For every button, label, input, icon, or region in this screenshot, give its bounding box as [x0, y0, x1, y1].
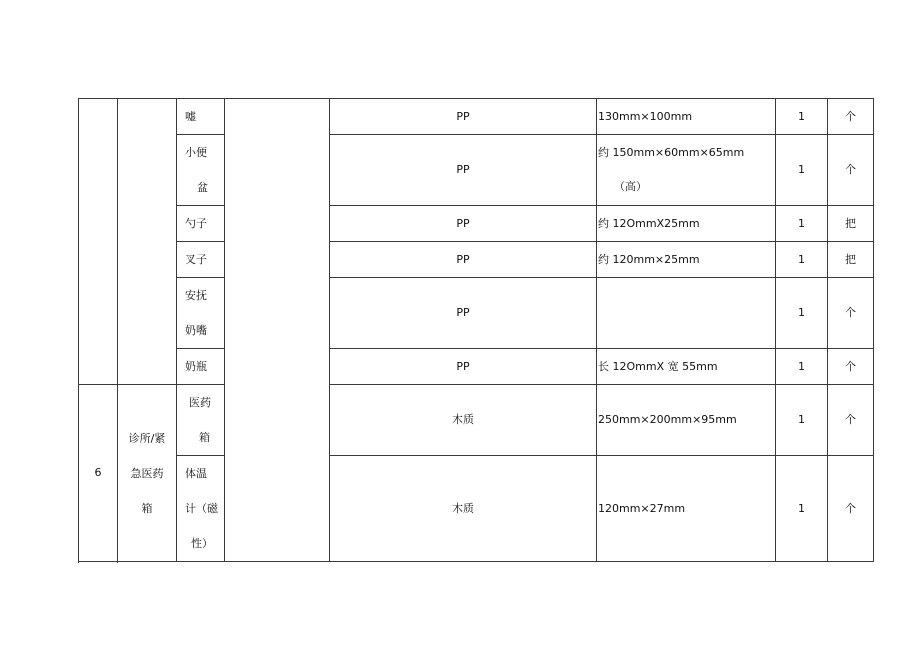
size-cell: 长 12OmmX 宽 55mm	[597, 349, 776, 385]
item-name-line: 盆	[197, 181, 208, 194]
item-name-line: 箱	[199, 431, 210, 444]
table-row	[79, 385, 874, 456]
index-cell: 6	[79, 385, 118, 562]
quantity-cell: 1	[776, 242, 828, 278]
quantity-cell: 1	[776, 135, 828, 206]
item-name-cell	[177, 135, 225, 206]
item-name-cell	[177, 385, 225, 456]
category-line: 箱	[141, 501, 153, 515]
size-cell: 约 120mm×25mm	[597, 242, 776, 278]
item-name-cell	[177, 456, 225, 562]
size-cell: 250mm×200mm×95mm	[597, 385, 776, 456]
material-cell: PP	[330, 99, 597, 135]
equipment-spec-table	[78, 98, 874, 562]
table-row	[79, 278, 874, 349]
size-line: （高）	[614, 180, 647, 193]
item-name-line: 医药	[189, 396, 211, 409]
material-cell: PP	[330, 278, 597, 349]
unit-cell: 个	[828, 135, 874, 206]
item-name-line: 性）	[191, 537, 213, 550]
table-row	[79, 349, 874, 385]
category-cell	[118, 99, 177, 385]
size-cell	[597, 278, 776, 349]
unit-cell: 个	[828, 456, 874, 562]
item-name-line: 小便	[185, 146, 207, 159]
item-name-line: 奶嘴	[185, 324, 207, 337]
unit-cell: 个	[828, 278, 874, 349]
item-name-cell: 叉子	[177, 242, 225, 278]
item-name-line: 计（磁	[185, 502, 218, 515]
material-cell: PP	[330, 206, 597, 242]
material-cell: 木质	[330, 385, 597, 456]
quantity-cell: 1	[776, 206, 828, 242]
quantity-cell: 1	[776, 278, 828, 349]
table-row	[79, 99, 874, 135]
item-name-cell	[177, 278, 225, 349]
item-name-line: 体温	[185, 467, 207, 480]
item-name-cell: 勺子	[177, 206, 225, 242]
quantity-cell: 1	[776, 385, 828, 456]
category-line: 诊所/紧	[128, 431, 166, 445]
table-row	[79, 242, 874, 278]
category-line: 急医药	[130, 466, 164, 480]
table-row	[79, 206, 874, 242]
size-cell: 130mm×100mm	[597, 99, 776, 135]
material-cell: PP	[330, 135, 597, 206]
item-name-cell: 嘘	[177, 99, 225, 135]
material-cell: 木质	[330, 456, 597, 562]
size-cell	[597, 135, 776, 206]
unit-cell: 个	[828, 385, 874, 456]
unit-cell: 个	[828, 99, 874, 135]
unit-cell: 把	[828, 242, 874, 278]
material-cell: PP	[330, 242, 597, 278]
item-name-cell: 奶瓶	[177, 349, 225, 385]
quantity-cell: 1	[776, 349, 828, 385]
table-row	[79, 456, 874, 562]
quantity-cell: 1	[776, 99, 828, 135]
size-cell: 120mm×27mm	[597, 456, 776, 562]
table-row	[79, 135, 874, 206]
quantity-cell: 1	[776, 456, 828, 562]
size-cell: 约 12OmmX25mm	[597, 206, 776, 242]
index-cell	[79, 99, 118, 385]
material-cell: PP	[330, 349, 597, 385]
blank-column-cell	[225, 99, 330, 562]
category-cell	[118, 385, 177, 562]
size-line: 约 150mm×60mm×65mm	[598, 146, 745, 159]
unit-cell: 个	[828, 349, 874, 385]
unit-cell: 把	[828, 206, 874, 242]
item-name-line: 安抚	[185, 289, 207, 302]
